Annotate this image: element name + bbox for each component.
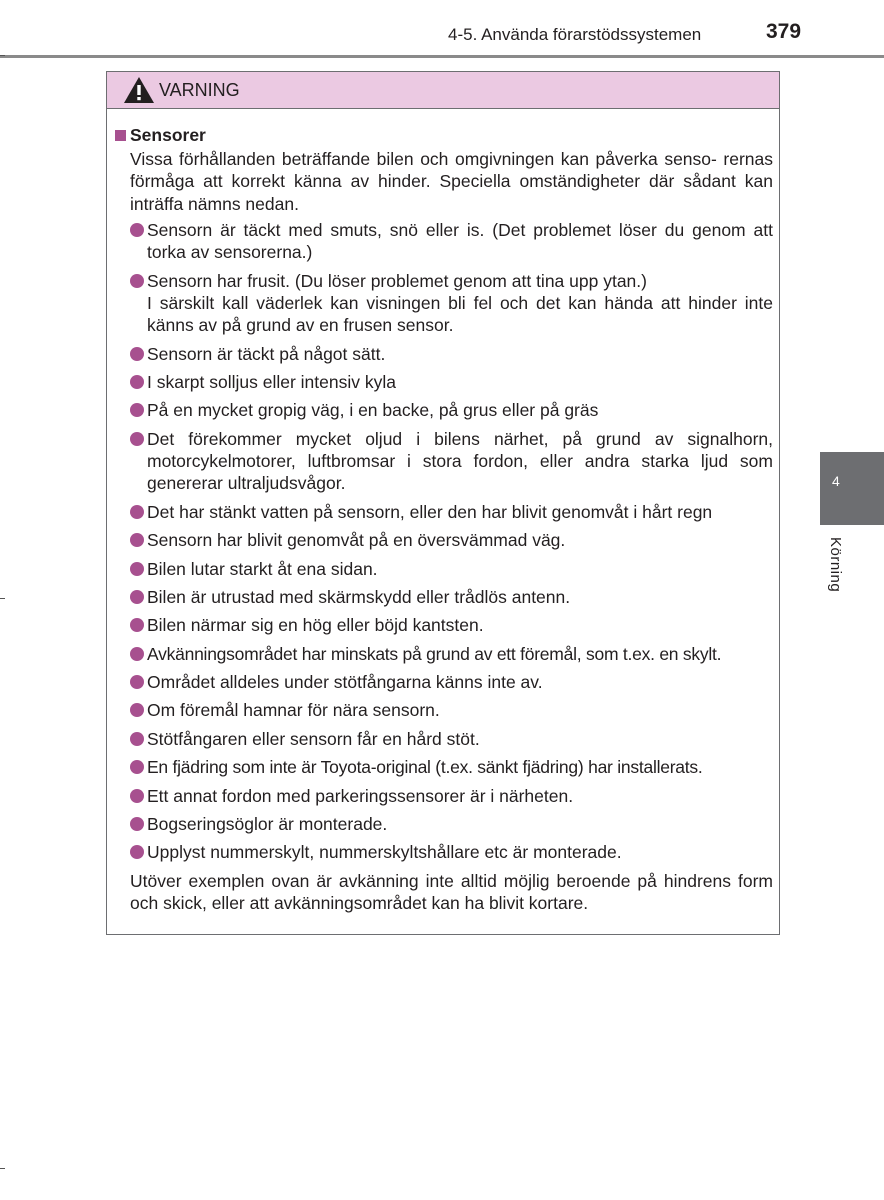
list-item	[147, 756, 773, 778]
list-item-extra-text: I särskilt kall väderlek kan visningen bli fel och det kan hända att hinder inte känns av på grund av en frusen sensor.	[147, 292, 773, 336]
list-item-text: Bilen närmar sig en hög eller böjd kantsten.	[147, 615, 484, 636]
crop-mark	[0, 55, 5, 56]
list-item-text: Det förekommer mycket oljud i bilens närhet, på grund av signalhorn, motorcykelmotorer, luftbromsar i stora fordon, eller andra starka ljud som genererar ultraljudsvågor.	[147, 428, 773, 494]
bullet-icon	[130, 845, 144, 859]
list-item-text: Om föremål hamnar för nära sensorn.	[147, 700, 440, 721]
warning-content	[115, 122, 773, 914]
bullet-icon	[130, 375, 144, 389]
list-item	[147, 586, 773, 608]
bullet-icon	[130, 590, 144, 604]
bullet-icon	[130, 647, 144, 661]
chapter-number: 4	[832, 473, 840, 489]
list-item-text: Stötfångaren eller sensorn får en hård stöt.	[147, 728, 480, 749]
list-item-text: Sensorn har frusit. (Du löser problemet genom att tina upp ytan.)	[147, 270, 647, 291]
list-item	[147, 671, 773, 693]
bullet-icon	[130, 432, 144, 446]
list-item	[147, 841, 773, 863]
header-rule	[0, 55, 884, 58]
chapter-tab	[820, 452, 884, 525]
list-item	[147, 614, 773, 636]
bullet-icon	[130, 789, 144, 803]
bullet-icon	[130, 403, 144, 417]
list-item	[147, 371, 773, 393]
section-heading-text: Sensorer	[130, 125, 206, 145]
bullet-icon	[130, 675, 144, 689]
bullet-icon	[130, 760, 144, 774]
crop-mark	[0, 1168, 5, 1169]
list-item-text: En fjädring som inte är Toyota-original (t.ex. sänkt fjädring) har installerats.	[147, 757, 703, 778]
list-item-text: Sensorn är täckt med smuts, snö eller is. (Det problemet löser du genom att torka av sensorerna.)	[147, 219, 773, 263]
list-item-text: Ett annat fordon med parkeringssensorer är i närheten.	[147, 785, 574, 806]
list-item	[147, 529, 773, 551]
list-item	[147, 728, 773, 750]
list-item	[147, 813, 773, 835]
heading-square-icon	[115, 130, 126, 141]
warning-header	[107, 72, 779, 109]
warning-triangle-icon	[123, 76, 155, 104]
bullet-icon	[130, 618, 144, 632]
running-header-section: 4-5. Använda förarstödssystemen	[448, 25, 702, 44]
bullet-icon	[130, 703, 144, 717]
list-item-text: Det har stänkt vatten på sensorn, eller den har blivit genomvåt i hårt regn	[147, 501, 713, 522]
list-item	[147, 643, 773, 665]
list-item	[147, 219, 773, 264]
crop-mark	[0, 598, 5, 599]
bullet-icon	[130, 505, 144, 519]
list-item	[147, 428, 773, 495]
list-item-text: Bilen lutar starkt åt ena sidan.	[147, 558, 378, 579]
warning-box	[106, 71, 780, 935]
list-item	[147, 270, 773, 337]
list-item	[147, 501, 773, 523]
list-item-text: Upplyst nummerskylt, nummerskyltshållare etc är monterade.	[147, 842, 622, 863]
list-item-text: Området alldeles under stötfångarna känns inte av.	[147, 672, 543, 693]
list-item	[147, 699, 773, 721]
bullet-icon	[130, 274, 144, 288]
bullet-icon	[130, 562, 144, 576]
list-item-text: Sensorn har blivit genomvåt på en översvämmad väg.	[147, 530, 566, 551]
list-item-text: Bilen är utrustad med skärmskydd eller trådlös antenn.	[147, 586, 571, 607]
list-item	[147, 343, 773, 365]
intro-paragraph: Vissa förhållanden beträffande bilen och omgivningen kan påverka senso- rernas förmåga att korrekt känna av hinder. Speciella omständigheter där sådant kan inträffa nämns nedan.	[130, 149, 773, 214]
list-item-text: Avkänningsområdet har minskats på grund av ett föremål, som t.ex. en skylt.	[147, 643, 722, 664]
list-item-text: I skarpt solljus eller intensiv kyla	[147, 371, 396, 392]
list-item-text: På en mycket gropig väg, i en backe, på grus eller på gräs	[147, 400, 599, 421]
bullet-icon	[130, 732, 144, 746]
bullet-icon	[130, 347, 144, 361]
list-item-text: Bogseringsöglor är monterade.	[147, 814, 388, 835]
bullet-icon	[130, 817, 144, 831]
bullet-icon	[130, 223, 144, 237]
warning-title: VARNING	[159, 79, 240, 100]
chapter-label: Körning	[827, 537, 844, 593]
list-item	[147, 785, 773, 807]
list-item	[147, 558, 773, 580]
bullet-icon	[130, 533, 144, 547]
list-item	[147, 399, 773, 421]
outro-paragraph: Utöver exemplen ovan är avkänning inte alltid möjlig beroende på hindrens form och skick, eller att avkänningsområdet kan ha blivit kortare.	[130, 870, 773, 914]
page-number: 379	[766, 20, 802, 43]
section-heading	[115, 122, 773, 148]
list-item-text: Sensorn är täckt på något sätt.	[147, 343, 386, 364]
